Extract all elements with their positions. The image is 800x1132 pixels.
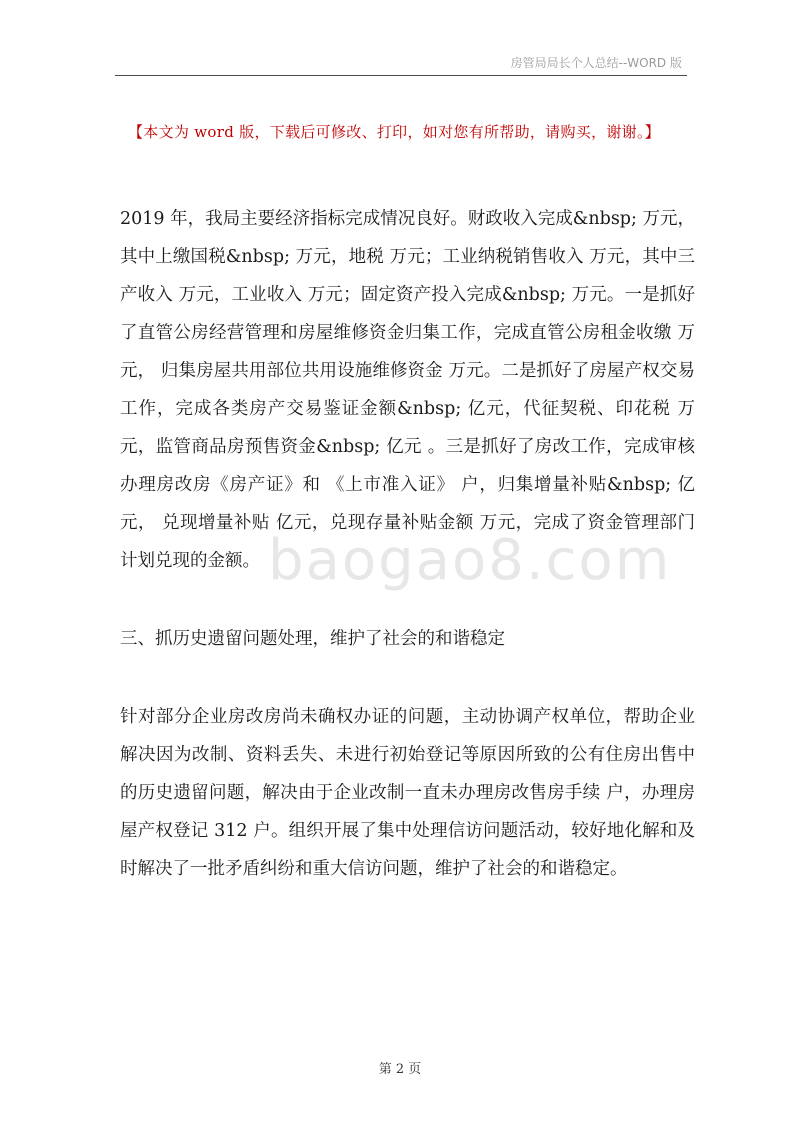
section-heading: 三、抓历史遗留问题处理，维护了社会的和谐稳定: [120, 629, 505, 649]
download-notice: 【本文为 word 版，下载后可修改、打印，如对您有所帮助，请购买，谢谢。】: [128, 123, 661, 141]
page-number: 第 2 页: [378, 1062, 422, 1077]
paragraph-economic-indicators: 2019 年，我局主要经济指标完成情况良好。财政收入完成&nbsp; 万元，其中上缴国税&nbsp; 万元，地税 万元；工业纳税销售收入 万元，其中三产收入 万元，工业收入 万元；固定资产投入完成&nbsp; 万元。一是抓好了直管公房经营管理和房屋维修资金归集工作，完成直管公房租金收缴 万元， 归集房屋共用部位共用设施维修资金 万元。二是抓好了房屋产权交易工作，完成各类房产交易鉴证金额&nbsp; 亿元，代征契税、印花税 万元，监管商品房预售资金&nbsp; 亿元 。三是抓好了房改工作，完成审核办理房改房《房产证》和 《上市准入证》 户，归集增量补贴&nbsp; 亿元， 兑现增量补贴 亿元，兑现存量补贴金额 万元，完成了资金管理部门计划兑现的金额。: [120, 209, 695, 571]
running-header: 房管局局长个人总结--WORD 版: [510, 56, 682, 70]
header-divider: [115, 75, 687, 76]
watermark-text: baogao8.com: [268, 528, 672, 593]
document-body: [120, 200, 695, 888]
paragraph-historical-issues: 针对部分企业房改房尚未确权办证的问题，主动协调产权单位，帮助企业解决因为改制、资料丢失、未进行初始登记等原因所致的公有住房出售中的历史遗留问题，解决由于企业改制一直未办理房改售房手续 户，办理房屋产权登记 312 户。组织开展了集中处理信访问题活动，较好地化解和及时解决了一批矛盾纠纷和重大信访问题，维护了社会的和谐稳定。: [120, 707, 695, 879]
